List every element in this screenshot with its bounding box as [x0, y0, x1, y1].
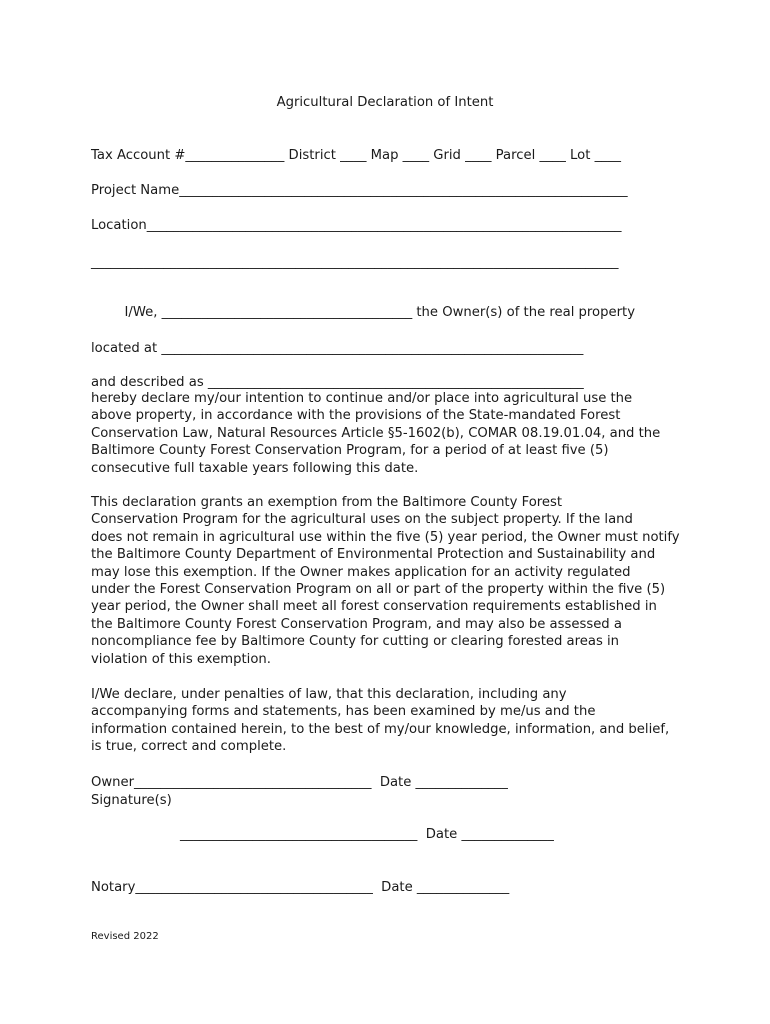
owner-name-line: I/We, ______________________________________ the Owner(s) of the real property — [91, 305, 636, 320]
owner-signature-line: Owner____________________________________ Date ______________ — [91, 775, 508, 790]
revision-footer: Revised 2022 — [91, 931, 159, 942]
notary-signature-line: Notary____________________________________ Date ______________ — [91, 880, 510, 895]
location-blank-line: ________________________________________________________________________________ — [91, 255, 619, 270]
penalty-declaration-paragraph: I/We declare, under penalties of law, that this declaration, including any accompanying forms and statements, has been examined by me/us and the information contained herein, to the best of my/our knowledge, information, and belief, is true, correct and complete. — [91, 687, 670, 755]
location-line: Location________________________________________________________________________ — [91, 218, 622, 233]
second-signature-line: ____________________________________ Date ______________ — [180, 827, 554, 842]
tax-account-line: Tax Account #_______________ District ____ Map ____ Grid ____ Parcel ____ Lot ____ — [91, 148, 621, 163]
declaration-body: hereby declare my/our intention to continue and/or place into agricultural use the above property, in accordance with the provisions of the State-mandated Forest Conservation Law, Natural Resources Article §5-1602(b), COMAR 08.19.01.04, and the Baltimore County Forest Conservation Program, for a period of at least five (5) consecutive full taxable years following this date. — [91, 391, 661, 476]
exemption-paragraph: This declaration grants an exemption from the Baltimore County Forest Conservation Program for the agricultural uses on the subject property. If the land does not remain in agricultural use within the five (5) year period, the Owner must notify the Baltimore County Department of Environmental Protection and Sustainability and may lose this exemption. If the Owner makes application for an activity regulated under the Forest Conservation Program on all or part of the property within the five (5) year period, the Owner shall meet all forest conservation requirements established in the Baltimore County Forest Conservation Program, and may also be assessed a noncompliance fee by Baltimore County for cutting or clearing forested areas in violation of this exemption. — [91, 495, 680, 667]
project-name-line: Project Name____________________________________________________________________ — [91, 183, 628, 198]
located-at-line: located at ________________________________________________________________ — [91, 341, 584, 356]
page-title: Agricultural Declaration of Intent — [276, 95, 494, 110]
described-as-line: and described as _________________________________________________________ — [91, 375, 584, 390]
signature-label: Signature(s) — [91, 793, 172, 808]
